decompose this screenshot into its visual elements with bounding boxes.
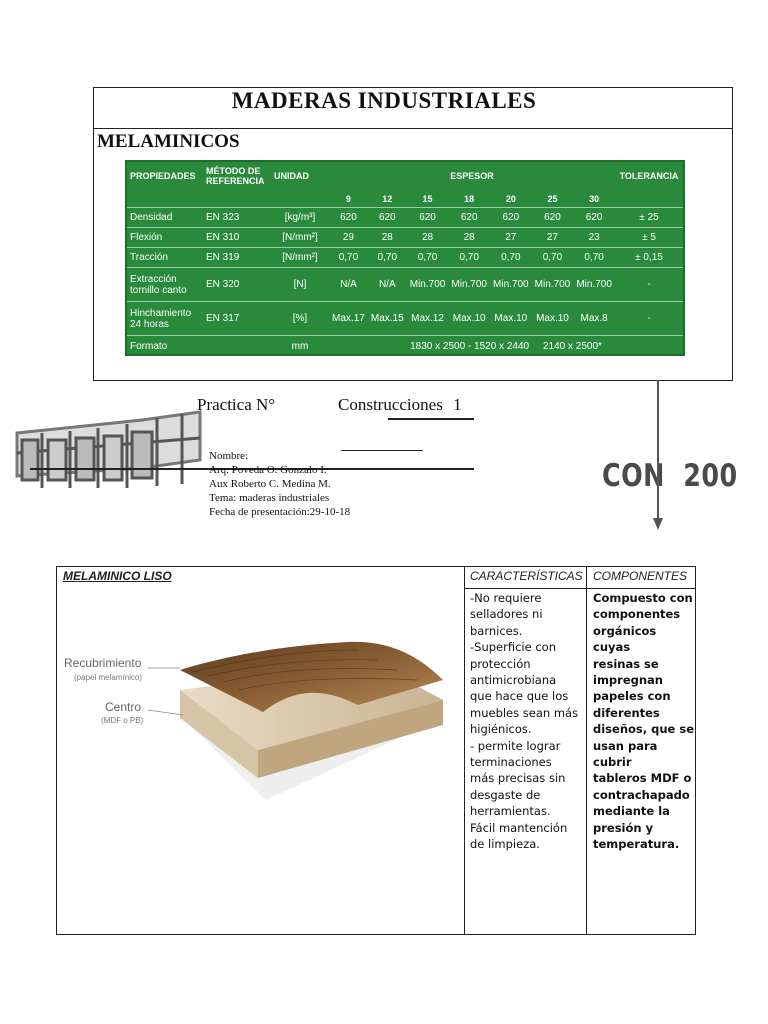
header-metodo: MÉTODO DE REFERENCIA xyxy=(206,166,265,186)
row-value: Max.12 xyxy=(407,302,449,336)
row-value: N/A xyxy=(329,268,368,302)
info-line: Nombre: xyxy=(209,450,249,462)
melaminico-liso-title: MELAMINICO LISO xyxy=(63,569,172,583)
info-line: Aux Roberto C. Medina M. xyxy=(209,478,331,490)
row-value: 0,70 xyxy=(407,248,449,268)
row-value: Max.10 xyxy=(490,302,532,336)
row-value: 620 xyxy=(448,208,490,228)
practica-underline xyxy=(388,418,474,420)
row-tolerance: ± 5 xyxy=(615,228,683,248)
row-tolerance: ± 0,15 xyxy=(615,248,683,268)
row-value: 0,70 xyxy=(532,248,574,268)
practica-label: Practica N° xyxy=(197,395,276,414)
row-unit: [N/mm²] xyxy=(271,228,329,248)
row-property: Tracción xyxy=(127,248,203,268)
short-rule xyxy=(341,450,423,451)
spec-row-densidad xyxy=(127,208,683,228)
thickness-label: 15 xyxy=(422,193,433,204)
header-tolerancia: TOLERANCIA xyxy=(619,171,679,181)
document-title: MADERAS INDUSTRIALES xyxy=(231,88,537,113)
spec-row-extraccion xyxy=(127,268,683,302)
row-value: Max.8 xyxy=(573,302,615,336)
caracteristicas-title: CARACTERÍSTICAS xyxy=(470,569,583,583)
practica-number: 1 xyxy=(453,395,462,414)
row-method: EN 320 xyxy=(203,268,271,302)
practica-subject xyxy=(338,395,462,415)
row-value: Max.10 xyxy=(448,302,490,336)
student-info xyxy=(209,449,350,519)
spec-row-flexion xyxy=(127,228,683,248)
row-value: 620 xyxy=(329,208,368,228)
label-centro-sub: (MDF o PB) xyxy=(101,716,144,725)
practica-subject-name: Construcciones xyxy=(338,395,443,414)
info-line: Tema: maderas industriales xyxy=(209,492,330,504)
thickness-label: 25 xyxy=(547,193,558,204)
row-unit: [%] xyxy=(271,302,329,336)
row-value: 620 xyxy=(573,208,615,228)
row-value: 620 xyxy=(407,208,449,228)
row-value: 0,70 xyxy=(573,248,615,268)
label-centro: Centro xyxy=(105,700,142,714)
header-divider xyxy=(464,588,696,589)
row-tolerance: ± 25 xyxy=(615,208,683,228)
thickness-label: 12 xyxy=(382,193,393,204)
row-value: Min.700 xyxy=(407,268,449,302)
row-unit: [kg/m³] xyxy=(271,208,329,228)
board-illustration xyxy=(58,630,453,830)
row-value: 620 xyxy=(532,208,574,228)
down-arrow-icon xyxy=(651,380,665,532)
row-value: 29 xyxy=(329,228,368,248)
row-value: 620 xyxy=(490,208,532,228)
row-method: EN 319 xyxy=(203,248,271,268)
row-value: 27 xyxy=(490,228,532,248)
row-property: Extracción tornillo canto xyxy=(127,268,203,302)
row-value: 0,70 xyxy=(368,248,407,268)
spec-row-traccion xyxy=(127,248,683,268)
column-divider xyxy=(464,566,465,935)
building-logo xyxy=(12,398,202,493)
row-unit: [N] xyxy=(271,268,329,302)
row-value: 28 xyxy=(368,228,407,248)
row-value: Max.15 xyxy=(368,302,407,336)
row-value: 27 xyxy=(532,228,574,248)
row-property: Flexión xyxy=(127,228,203,248)
format-value: 1830 x 2500 - 1520 x 2440 2140 x 2500* xyxy=(329,336,683,357)
row-value: 0,70 xyxy=(329,248,368,268)
row-property: Hinchamiento 24 horas xyxy=(127,302,203,336)
format-unit: mm xyxy=(271,336,329,357)
section-title: MELAMINICOS xyxy=(97,131,240,152)
row-property: Densidad xyxy=(127,208,203,228)
row-value: N/A xyxy=(368,268,407,302)
componentes-text: Compuesto con componentes orgánicos cuyas resinas se impregnan papeles con diferentes diseños, que se usan para cubrir tableros MDF o contrachapado mediante la presión y temperatura. xyxy=(593,591,694,852)
thickness-label: 20 xyxy=(505,193,516,204)
row-value: 620 xyxy=(368,208,407,228)
row-value: 0,70 xyxy=(448,248,490,268)
row-value: 28 xyxy=(448,228,490,248)
row-tolerance: - xyxy=(615,302,683,336)
header-propiedades: PROPIEDADES xyxy=(130,171,196,181)
row-value: Min.700 xyxy=(532,268,574,302)
info-line: Fecha de presentación:29-10-18 xyxy=(209,506,351,518)
title-divider xyxy=(93,128,733,129)
header-espesor: ESPESOR xyxy=(450,171,494,181)
row-value: Max.17 xyxy=(329,302,368,336)
caracteristicas-text: -No requiere selladores ni barnices. -Superficie con protección antimicrobiana que hace que los muebles sean más higiénicos. - permite lograr terminaciones más precisas sin desgaste de herramientas. Fácil mantención de limpieza. xyxy=(470,591,579,852)
course-code: CON 200 xyxy=(602,458,738,494)
row-value: Min.700 xyxy=(573,268,615,302)
spec-row-formato xyxy=(127,336,683,357)
row-method: EN 323 xyxy=(203,208,271,228)
column-divider xyxy=(586,566,587,935)
row-value: Min.700 xyxy=(448,268,490,302)
row-value: 23 xyxy=(573,228,615,248)
spec-row-hinchamiento xyxy=(127,302,683,336)
row-tolerance: - xyxy=(615,268,683,302)
thickness-label: 30 xyxy=(589,193,600,204)
row-method: EN 317 xyxy=(203,302,271,336)
row-method: EN 310 xyxy=(203,228,271,248)
row-value: Min.700 xyxy=(490,268,532,302)
header-unidad: UNIDAD xyxy=(274,171,309,181)
label-recubrimiento-sub: (papel melamínico) xyxy=(74,673,143,682)
thickness-label: 9 xyxy=(345,193,351,204)
info-line: Arq. Poveda O. Gonzalo I. xyxy=(209,464,327,476)
thickness-label: 18 xyxy=(464,193,475,204)
label-recubrimiento: Recubrimiento xyxy=(64,656,142,670)
row-value: 0,70 xyxy=(490,248,532,268)
row-value: Max.10 xyxy=(532,302,574,336)
row-value: 28 xyxy=(407,228,449,248)
componentes-title: COMPONENTES xyxy=(593,569,688,583)
row-unit: [N/mm²] xyxy=(271,248,329,268)
format-label: Formato xyxy=(127,336,271,357)
spec-table xyxy=(125,160,685,356)
